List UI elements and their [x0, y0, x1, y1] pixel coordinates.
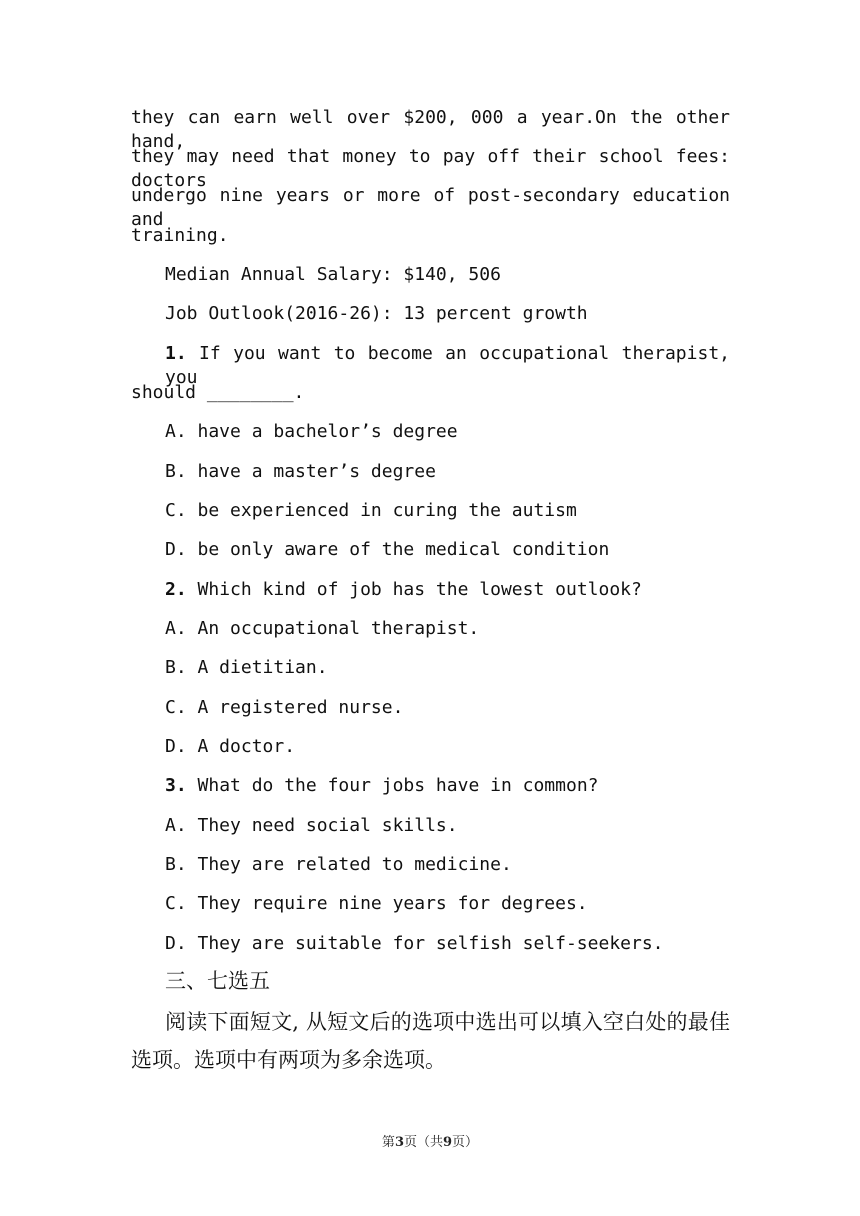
footer-prefix: 第: [381, 1135, 395, 1150]
question-2-number: 2.: [165, 579, 187, 600]
question-1-text: If you want to become an occupational therapist, you: [165, 343, 730, 388]
question-3-option-a: A. They need social skills.: [165, 815, 458, 836]
question-3: [165, 774, 599, 798]
paragraph-line-3: undergo nine years or more of post-secondary education and: [131, 185, 730, 230]
question-1-option-c: C. be experienced in curing the autism: [165, 500, 577, 521]
question-1-option-b: B. have a master’s degree: [165, 461, 436, 482]
question-1-line-2: should ________.: [131, 382, 305, 403]
paragraph-line-2: they may need that money to pay off their school fees: doctors: [131, 146, 730, 191]
question-3-option-d: D. They are suitable for selfish self-seekers.: [165, 933, 664, 954]
job-outlook: Job Outlook(2016-26): 13 percent growth: [165, 303, 588, 324]
section-heading: 三、七选五: [165, 969, 270, 993]
footer-suffix: 页）: [452, 1135, 479, 1150]
instructions-line-1: 阅读下面短文, 从短文后的选项中选出可以填入空白处的最佳: [165, 1010, 730, 1034]
footer-middle: 页（共: [403, 1135, 443, 1150]
question-1-number: 1.: [165, 343, 187, 364]
question-3-number: 3.: [165, 775, 187, 796]
footer-total-pages: 9: [443, 1135, 453, 1150]
question-2-option-d: D. A doctor.: [165, 736, 296, 757]
question-2-option-c: C. A registered nurse.: [165, 697, 404, 718]
median-salary: Median Annual Salary: $140, 506: [165, 264, 501, 285]
question-3-option-c: C. They require nine years for degrees.: [165, 893, 588, 914]
question-1-option-d: D. be only aware of the medical condition: [165, 539, 610, 560]
footer-page-number: 3: [394, 1135, 404, 1150]
question-1-option-a: A. have a bachelor’s degree: [165, 421, 458, 442]
paragraph-line-1: they can earn well over $200, 000 a year.On the other hand,: [131, 107, 730, 152]
question-2-option-a: A. An occupational therapist.: [165, 618, 480, 639]
instructions-line-2: 选项。选项中有两项为多余选项。: [131, 1048, 446, 1072]
question-3-text: What do the four jobs have in common?: [186, 775, 599, 796]
question-2-option-b: B. A dietitian.: [165, 657, 328, 678]
paragraph-line-4: training.: [131, 225, 229, 246]
question-3-option-b: B. They are related to medicine.: [165, 854, 512, 875]
page-footer: [0, 1131, 860, 1150]
question-2: [165, 578, 642, 602]
question-2-text: Which kind of job has the lowest outlook?: [186, 579, 642, 600]
